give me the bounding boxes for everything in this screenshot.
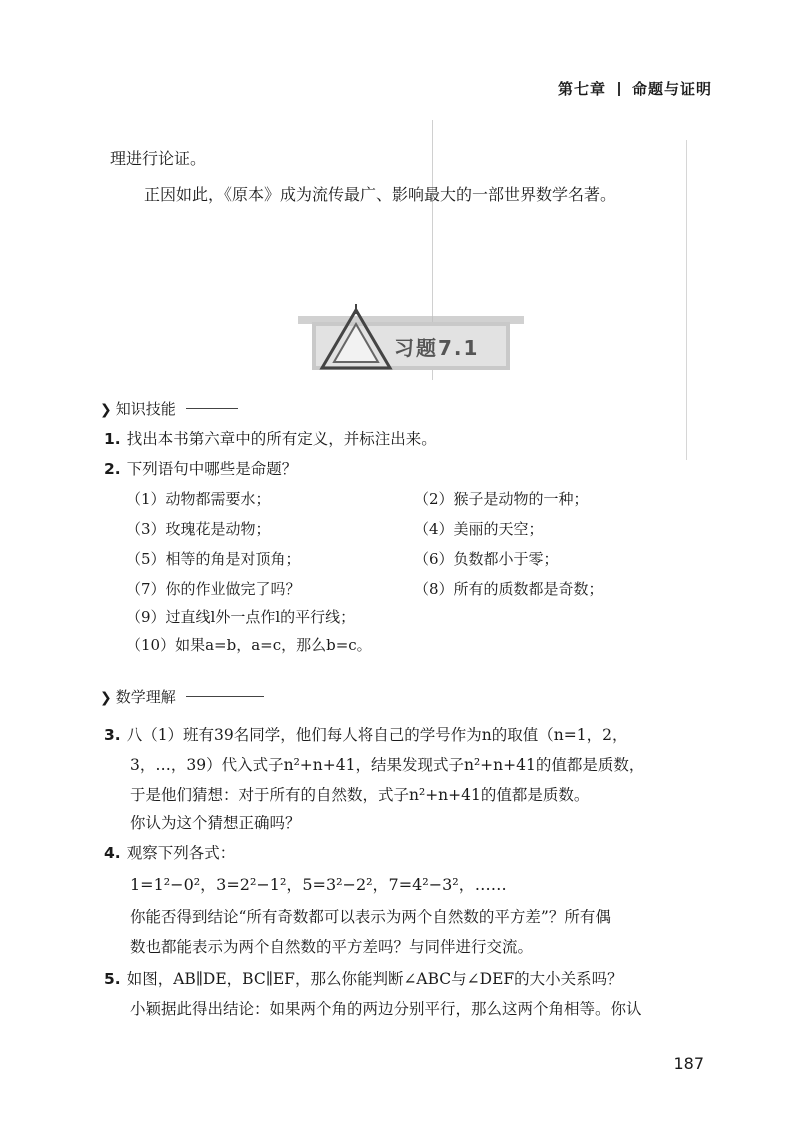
chevron-right-icon: ❯ bbox=[100, 690, 112, 706]
question-number: 5. bbox=[104, 970, 121, 988]
exercise-banner bbox=[298, 302, 524, 378]
chapter-header bbox=[558, 78, 712, 99]
statement-item: （10）如果a=b，a=c，那么b=c。 bbox=[126, 636, 372, 654]
header-divider bbox=[618, 82, 620, 96]
intro-line-2: 正因如此，《原本》成为流传最广、影响最大的一部世界数学名著。 bbox=[144, 185, 617, 204]
question-4-line-4: 数也都能表示为两个自然数的平方差吗？与同伴进行交流。 bbox=[130, 938, 534, 956]
banner-title: 习题7.1 bbox=[394, 336, 480, 360]
statement-item: （1）动物都需要水； bbox=[126, 490, 271, 508]
scan-artifact-line bbox=[686, 140, 687, 460]
page-number: 187 bbox=[673, 1054, 704, 1073]
section-title: 数学理解 bbox=[115, 688, 176, 706]
question-text: 如图，AB∥DE，BC∥EF，那么你能判断∠ABC与∠DEF的大小关系吗？ bbox=[126, 970, 623, 988]
question-text: 找出本书第六章中的所有定义，并标注出来。 bbox=[126, 430, 437, 448]
question-3-line-3: 于是他们猜想：对于所有的自然数，式子n²+n+41的值都是质数。 bbox=[130, 786, 590, 804]
chapter-title: 命题与证明 bbox=[631, 80, 712, 98]
question-text: 八（1）班有39名同学，他们每人将自己的学号作为n的取值（n=1，2， bbox=[126, 726, 628, 744]
question-text: 观察下列各式： bbox=[126, 844, 236, 862]
question-4-line-1 bbox=[104, 840, 235, 866]
section-rule bbox=[186, 408, 238, 409]
intro-line-1: 理进行论证。 bbox=[110, 149, 207, 168]
statement-item: （7）你的作业做完了吗？ bbox=[126, 580, 301, 598]
question-2 bbox=[104, 456, 297, 482]
question-3-line-2: 3，…，39）代入式子n²+n+41，结果发现式子n²+n+41的值都是质数， bbox=[130, 756, 645, 774]
statement-item: （6）负数都小于零； bbox=[414, 550, 559, 568]
section-heading-skills bbox=[100, 398, 238, 419]
question-number: 2. bbox=[104, 460, 121, 478]
statement-item: （3）玫瑰花是动物； bbox=[126, 520, 271, 538]
section-rule bbox=[186, 696, 264, 697]
question-5-line-2: 小颖据此得出结论：如果两个角的两边分别平行，那么这两个角相等。你认 bbox=[130, 1000, 642, 1018]
question-1 bbox=[104, 426, 437, 452]
statement-item: （2）猴子是动物的一种； bbox=[414, 490, 589, 508]
question-5-line-1 bbox=[104, 966, 623, 992]
chapter-label: 第七章 bbox=[557, 80, 606, 98]
section-title: 知识技能 bbox=[115, 400, 176, 418]
question-4-equations: 1=1²−0²，3=2²−1²，5=3²−2²，7=4²−3²，…… bbox=[130, 875, 507, 894]
question-number: 4. bbox=[104, 844, 121, 862]
statement-item: （5）相等的角是对顶角； bbox=[126, 550, 301, 568]
question-text: 下列语句中哪些是命题？ bbox=[126, 460, 298, 478]
statement-item: （9）过直线l外一点作l的平行线； bbox=[126, 608, 356, 626]
question-3-line-4: 你认为这个猜想正确吗？ bbox=[130, 814, 301, 832]
question-number: 1. bbox=[104, 430, 121, 448]
question-4-line-3: 你能否得到结论“所有奇数都可以表示为两个自然数的平方差”？所有偶 bbox=[130, 908, 611, 926]
statement-item: （8）所有的质数都是奇数； bbox=[414, 580, 604, 598]
question-3-line-1 bbox=[104, 722, 627, 748]
section-heading-understanding bbox=[100, 686, 264, 707]
chevron-right-icon: ❯ bbox=[100, 402, 112, 418]
question-number: 3. bbox=[104, 726, 121, 744]
statement-item: （4）美丽的天空； bbox=[414, 520, 544, 538]
